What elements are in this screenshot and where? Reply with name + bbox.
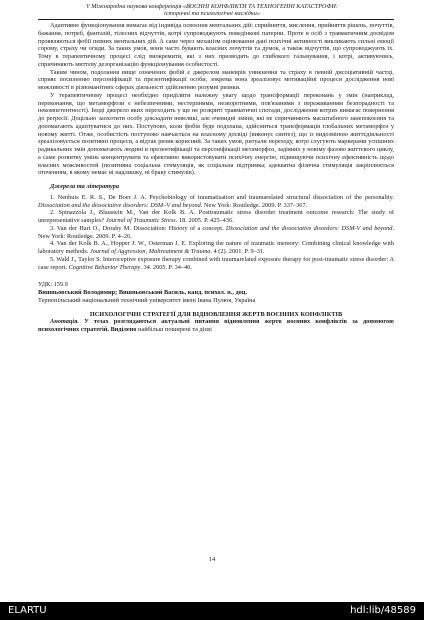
reference-item <box>38 256 394 272</box>
reference-tail: . 18. 2005. P. 425–436. <box>175 217 234 224</box>
running-head-line-1: V Міжнародна наукова конференція «ВОЄННІ КОНФЛІКТИ ТА ТЕХНОГЕННІ КАТАСТРОФИ: <box>86 3 338 10</box>
reference-tail: . New York: Routledge. 2009. P. 4–26. <box>38 224 395 240</box>
paragraph: У терапевтичному процесі необхідно приділити належну увагу щодо трансформації переконань у змін (наприклад, переконання, що метаморфози є небезпечними, нестерпними, незворотними, пов'язаними з переживанням безпорадності та некомпетентності). Іноді джерело яких перехoдить у ще не розкриті травматичні спогади, дослідження котрих вимагає повернення до регресії. Доцільно заохотити особу докладати невеликі, але очевидні зміни, які не спричиняють масштабного занепокоєння та допомагають адаптуватися до них. Поступово, коли фобія буде подолана, здійсниться трансформація глобальних метаморфоз у новому житті. Отже, особистість поступово навчається на власному досвіді (виконує синтез), що із видозміною життєдіяльності зреалізовується позитивні процеси, а відтак ризик корисний. За таких умов, ритуали переходу, котрі слугують маркерами успішних радикальних змін допомагають людині в презентифікації та персоніфікації метаморфоз, задіяних у новіму фазово життєвого циклу, а саме розвитку умінь концентрувати та ефективно використовувати психічну енергію, підвищуючи психічну ефективність щодо власних можливостей (позитивна соціальна стимуляція, як соціальна підтримка; адекватна фізична стимуляція закріплюється оточенням, в якому немає ні надлишку, ні браку стимулів). <box>38 91 394 177</box>
article-title: ПСИХОЛОГІЧНІ СТРАТЕГІЇ ДЛЯ ВІДНОВЛЕННЯ ЖЕРТВ ВОЄННИХ КОНФЛІКТІВ <box>89 310 343 318</box>
reference-source: Cognitive Behavior Therapy <box>68 263 141 271</box>
reference-item <box>38 225 394 241</box>
reference-item <box>38 240 394 256</box>
reference-source: Journal of Aggression, Maltreatment & Trauma <box>89 248 211 255</box>
reference-tail: . 34. 2005. P. 34–40. <box>140 263 192 271</box>
reference-text: 3. Van der Hart O., Dorahy M. Dissociation: History of a concept. <box>50 224 226 232</box>
reference-item <box>38 209 394 225</box>
footer-handle: hdl:lib/48589 <box>350 605 416 616</box>
reference-text: 5. Wald J., Taylor S. Interoceptive exposure therapy combined with traumarelated exposure therapy for post-traumatic stress disorder: A case report. <box>38 255 394 271</box>
footer-repository-label: ELARTU <box>8 605 47 616</box>
reference-item <box>38 194 394 210</box>
reference-source: Dissociation and the dissociative disorders: DSM–V and beyond <box>38 201 201 209</box>
reference-text: 4. Van der Kolk B. A., Hopper J. W., Osterman J. E. Exploring the nature of traumatic memory: Combining clinical knowledge with laboratory methods. <box>38 240 394 255</box>
affiliation: Тернопільський національний технічний університет імені Івана Пулюя, Україна <box>38 296 256 304</box>
header-rule <box>38 19 394 20</box>
body-text <box>38 22 394 334</box>
reference-tail: . 4 (2). 2001. P. 9–31. <box>210 248 265 255</box>
paragraph: Таким чином, подолання вище означених фобій є джерелом маневрів уникнення та страху в певній дисоціативній частці, сприяє посиленню персоніфікації та презентифікації особи, зокрема вона зреалізовує мотиваційні процеси дослідження нові можливості в різноманітних сферах діяльності здійсненню розумні ризики. <box>38 68 394 91</box>
abstract-bold: У тезах розглядаються актуальні питання відновлення жертв воєнних конфліктів за допомогою психологічних стратегій. Виділено <box>38 318 394 333</box>
page-number: 14 <box>208 556 216 563</box>
reference-text: 1. Nenhuis E. R. S., De Boer J. A. Psychobiology of traumatisation and traumarelated structural dissociation of the personality. <box>50 193 394 201</box>
reference-tail: . New York: Routledge. 2009. P. 337–367. <box>200 201 308 209</box>
reference-source: Journal of Traumatic Stress <box>105 217 176 224</box>
udk-code: УДК: 159.9 <box>38 281 68 289</box>
reference-text: 2. Spinazzola J., Blaustein M., Van der Kolk B. A. Posttraumatic stress disorder treatment outcome research: The study of unrepresentative samples? <box>38 209 394 224</box>
authors: Вишньовський Володимир; Вишньовський Василь, канд. психол. н., доц. <box>38 289 247 296</box>
abstract <box>38 318 394 334</box>
paragraph: Адаптивне функціонування вимагає від індивіда освоєння ментальних дій: сприйняття, мислення, прийняття рішень, почуттів, бажання, потреб, фантазій, тілесних відчуттів, котрі супроводжують поведінкові патерни. Проте в осіб з травматичним досвідом проявляються фобії певних ментальних дій. А саме через механізм оцінювання дані психічні активності викликають сильні емоції сорому, страху чи огиди. За таких умов, вони часто бувають власних почуттів та думок, а також відчуттів, що супроводжують їх. Тому в терапевтичному процесі слід виокремити, які з них призводять до глибокого гальмування, і котрі, активуючись, спричиняють миттєву дезорганізацію функціонування особистості. <box>38 22 394 68</box>
footer-bar <box>0 602 424 620</box>
running-head <box>0 3 424 17</box>
running-head-line-2: історичні та психологічні наслідки» <box>164 10 260 18</box>
reference-source: Dissociation and the dissociative disorders: DSM-V and beyond <box>225 224 393 232</box>
references-heading: Джерела та література <box>50 183 120 190</box>
abstract-lead: Анотація. <box>50 318 79 326</box>
abstract-rest: найбільш поширені та дієві <box>136 326 212 333</box>
